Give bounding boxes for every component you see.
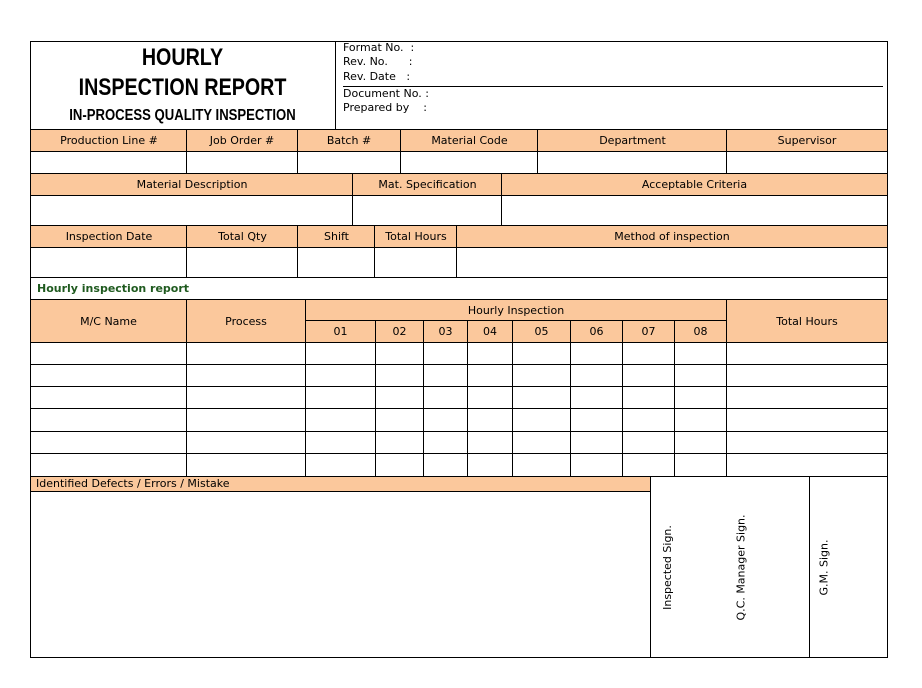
rule [30, 342, 888, 343]
job-order-header: Job Order # [187, 130, 297, 151]
mat-specification-header: Mat. Specification [353, 174, 502, 195]
rule [726, 299, 727, 477]
rule [30, 364, 888, 365]
rule [456, 225, 457, 277]
rule [30, 408, 888, 409]
material-code-header: Material Code [401, 130, 538, 151]
batch-header: Batch # [297, 130, 401, 151]
hour-04-header: 04 [468, 321, 512, 342]
title-divider [335, 41, 336, 129]
inspected-sign-label: Inspected Sign. [660, 524, 674, 610]
rule [305, 299, 306, 477]
rule [374, 225, 375, 277]
supervisor-header: Supervisor [727, 130, 887, 151]
rule [186, 225, 187, 277]
defects-header: Identified Defects / Errors / Mistake [31, 477, 650, 491]
rev-no-label: Rev. No. : [343, 55, 413, 68]
rule [186, 129, 187, 173]
document-no-label: Document No. : [343, 87, 429, 100]
total-hours-col-header: Total Hours [727, 300, 887, 342]
total-qty-header: Total Qty [187, 226, 298, 247]
mc-name-header: M/C Name [31, 300, 186, 342]
method-of-inspection-header: Method of inspection [457, 226, 887, 247]
gm-sign-label: G.M. Sign. [817, 539, 831, 595]
hour-08-header: 08 [675, 321, 726, 342]
department-header: Department [538, 130, 727, 151]
rule [726, 129, 727, 173]
rev-date-label: Rev. Date : [343, 70, 411, 83]
hour-06-header: 06 [571, 321, 622, 342]
rule [352, 173, 353, 225]
qc-manager-sign-label: Q.C. Manager Sign. [734, 513, 748, 621]
rule [30, 195, 888, 196]
acceptable-criteria-header: Acceptable Criteria [502, 174, 887, 195]
rule [537, 129, 538, 173]
total-hours-header: Total Hours [375, 226, 457, 247]
title-hourly: HOURLY [141, 44, 224, 71]
hourly-inspection-header: Hourly Inspection [306, 300, 726, 320]
rule [400, 129, 401, 173]
rule [30, 386, 888, 387]
rule [30, 491, 650, 492]
material-description-header: Material Description [31, 174, 353, 195]
rule [30, 431, 888, 432]
inspection-date-header: Inspection Date [31, 226, 187, 247]
format-no-label: Format No. : [343, 41, 415, 54]
rule [30, 453, 888, 454]
section-title: Hourly inspection report [37, 282, 190, 295]
hour-02-header: 02 [376, 321, 423, 342]
rule [186, 299, 187, 477]
process-header: Process [187, 300, 305, 342]
title-inspection-report: INSPECTION REPORT [78, 74, 287, 101]
rule [30, 277, 888, 278]
shift-header: Shift [298, 226, 375, 247]
prepared-by-label: Prepared by : [343, 101, 427, 114]
hour-01-header: 01 [306, 321, 375, 342]
rule [30, 247, 888, 248]
rule [501, 173, 502, 225]
rule [297, 225, 298, 277]
production-line-header: Production Line # [31, 130, 187, 151]
hour-07-header: 07 [623, 321, 674, 342]
rule [297, 129, 298, 173]
title-in-process: IN-PROCESS QUALITY INSPECTION [69, 107, 296, 124]
hour-05-header: 05 [513, 321, 570, 342]
hour-03-header: 03 [424, 321, 467, 342]
rule [30, 151, 888, 152]
